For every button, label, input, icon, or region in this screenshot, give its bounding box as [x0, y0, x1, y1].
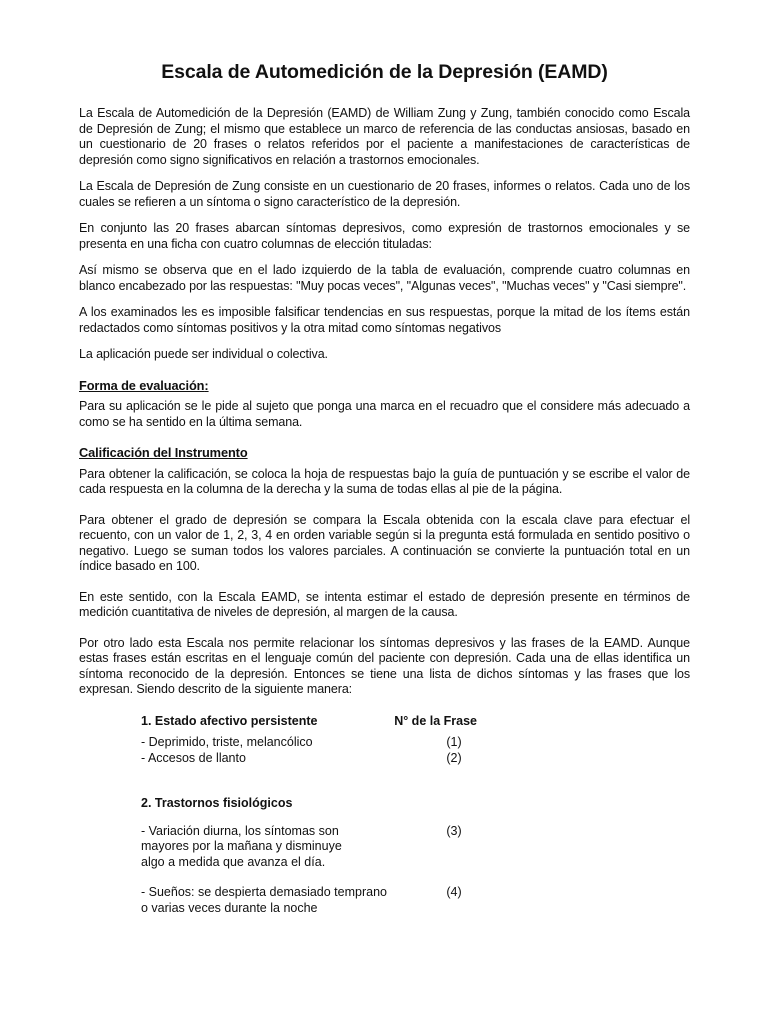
item-number: (4) — [446, 885, 462, 899]
list-item — [141, 735, 481, 751]
paragraph: En conjunto las 20 frases abarcan síntomas depresivos, como expresión de trastornos emocionales y se presenta en una ficha con cuatro columnas de elección tituladas: — [79, 221, 690, 251]
section-2-heading: 2. Trastornos fisiológicos — [141, 796, 293, 810]
item-number: (2) — [446, 750, 462, 765]
paragraph: Así mismo se observa que en el lado izquierdo de la tabla de evaluación, comprende cuatro columnas en blanco encabezado por las respuestas: "Muy pocas veces", "Algunas veces", "Muchas veces" y "Casi siempre". — [79, 263, 690, 293]
section-heading-forma — [79, 378, 690, 394]
symptom-list — [141, 714, 481, 917]
list-item — [141, 751, 481, 767]
phrase-number-heading: N° de la Frase — [394, 713, 477, 728]
paragraph: Para su aplicación se le pide al sujeto que ponga una marca en el recuadro que el considere más adecuado a como se ha sentido en la última semana. — [79, 399, 690, 429]
paragraph: A los examinados les es imposible falsificar tendencias en sus respuestas, porque la mitad de los ítems están redactados como síntomas positivos y la otra mitad como síntomas negativos — [79, 305, 690, 335]
paragraph: La aplicación puede ser individual o colectiva. — [79, 347, 328, 361]
document-title: Escala de Automedición de la Depresión (EAMD) — [161, 61, 608, 83]
section-1-heading: 1. Estado afectivo persistente — [141, 713, 318, 728]
paragraph: Para obtener el grado de depresión se compara la Escala obtenida con la escala clave para efectuar el recuento, con un valor de 1, 2, 3, 4 en orden variable según si la pregunta está formulada en sentido positivo o negativo. Luego se suman todos los valores parciales. A continuación se convierte la puntuación total en un índice basado en 100. — [79, 512, 690, 573]
paragraph: La Escala de Automedición de la Depresión (EAMD) de William Zung y Zung, también conocido como Escala de Depresión de Zung; el mismo que establece un marco de referencia de las conductas ansiosas, basado en un cuestionario de 20 frases o relatos referidos por el paciente a manifestaciones de características de depresión como signo significativos en relación a trastornos emocionales. — [79, 106, 690, 167]
item-number: (3) — [446, 823, 462, 838]
list-item — [141, 824, 481, 871]
item-description: - Accesos de llanto — [141, 750, 246, 765]
section-heading-calificacion: Calificación del Instrumento — [79, 445, 248, 460]
paragraph: En este sentido, con la Escala EAMD, se intenta estimar el estado de depresión presente en términos de medición cuantitativa de niveles de depresión, al margen de la causa. — [79, 589, 690, 619]
heading-text: Forma de evaluación — [79, 377, 205, 393]
item-description: - Variación diurna, los síntomas son mayores por la mañana y disminuye algo a medida que avanza el día. — [141, 823, 342, 869]
heading-colon: : — [204, 377, 209, 393]
paragraph: Por otro lado esta Escala nos permite relacionar los síntomas depresivos y las frases de la EAMD. Aunque estas frases están escritas en el lenguaje común del paciente con depresión. Cada una de ellas identifica un síntoma reconocido de la depresión. Entonces se tiene una lista de dichos síntomas y las frases que los expresan. Siendo descrito de la siguiente manera: — [79, 635, 690, 696]
list-item — [141, 885, 481, 916]
item-description: - Sueños: se despierta demasiado temprano o varias veces durante la noche — [141, 885, 387, 915]
document-body — [79, 106, 690, 698]
paragraph: La Escala de Depresión de Zung consiste en un cuestionario de 20 frases, informes o relatos. Cada uno de los cuales se refieren a un síntoma o signo característico de la depresión. — [79, 179, 690, 209]
list-header — [141, 714, 481, 730]
list-header — [141, 796, 481, 812]
item-description: - Deprimido, triste, melancólico — [141, 735, 313, 749]
paragraph: Para obtener la calificación, se coloca la hoja de respuestas bajo la guía de puntuación y se escribe el valor de cada respuesta en la columna de la derecha y la suma de todas ellas al pie de la página. — [79, 466, 690, 496]
item-number: (1) — [446, 735, 462, 749]
